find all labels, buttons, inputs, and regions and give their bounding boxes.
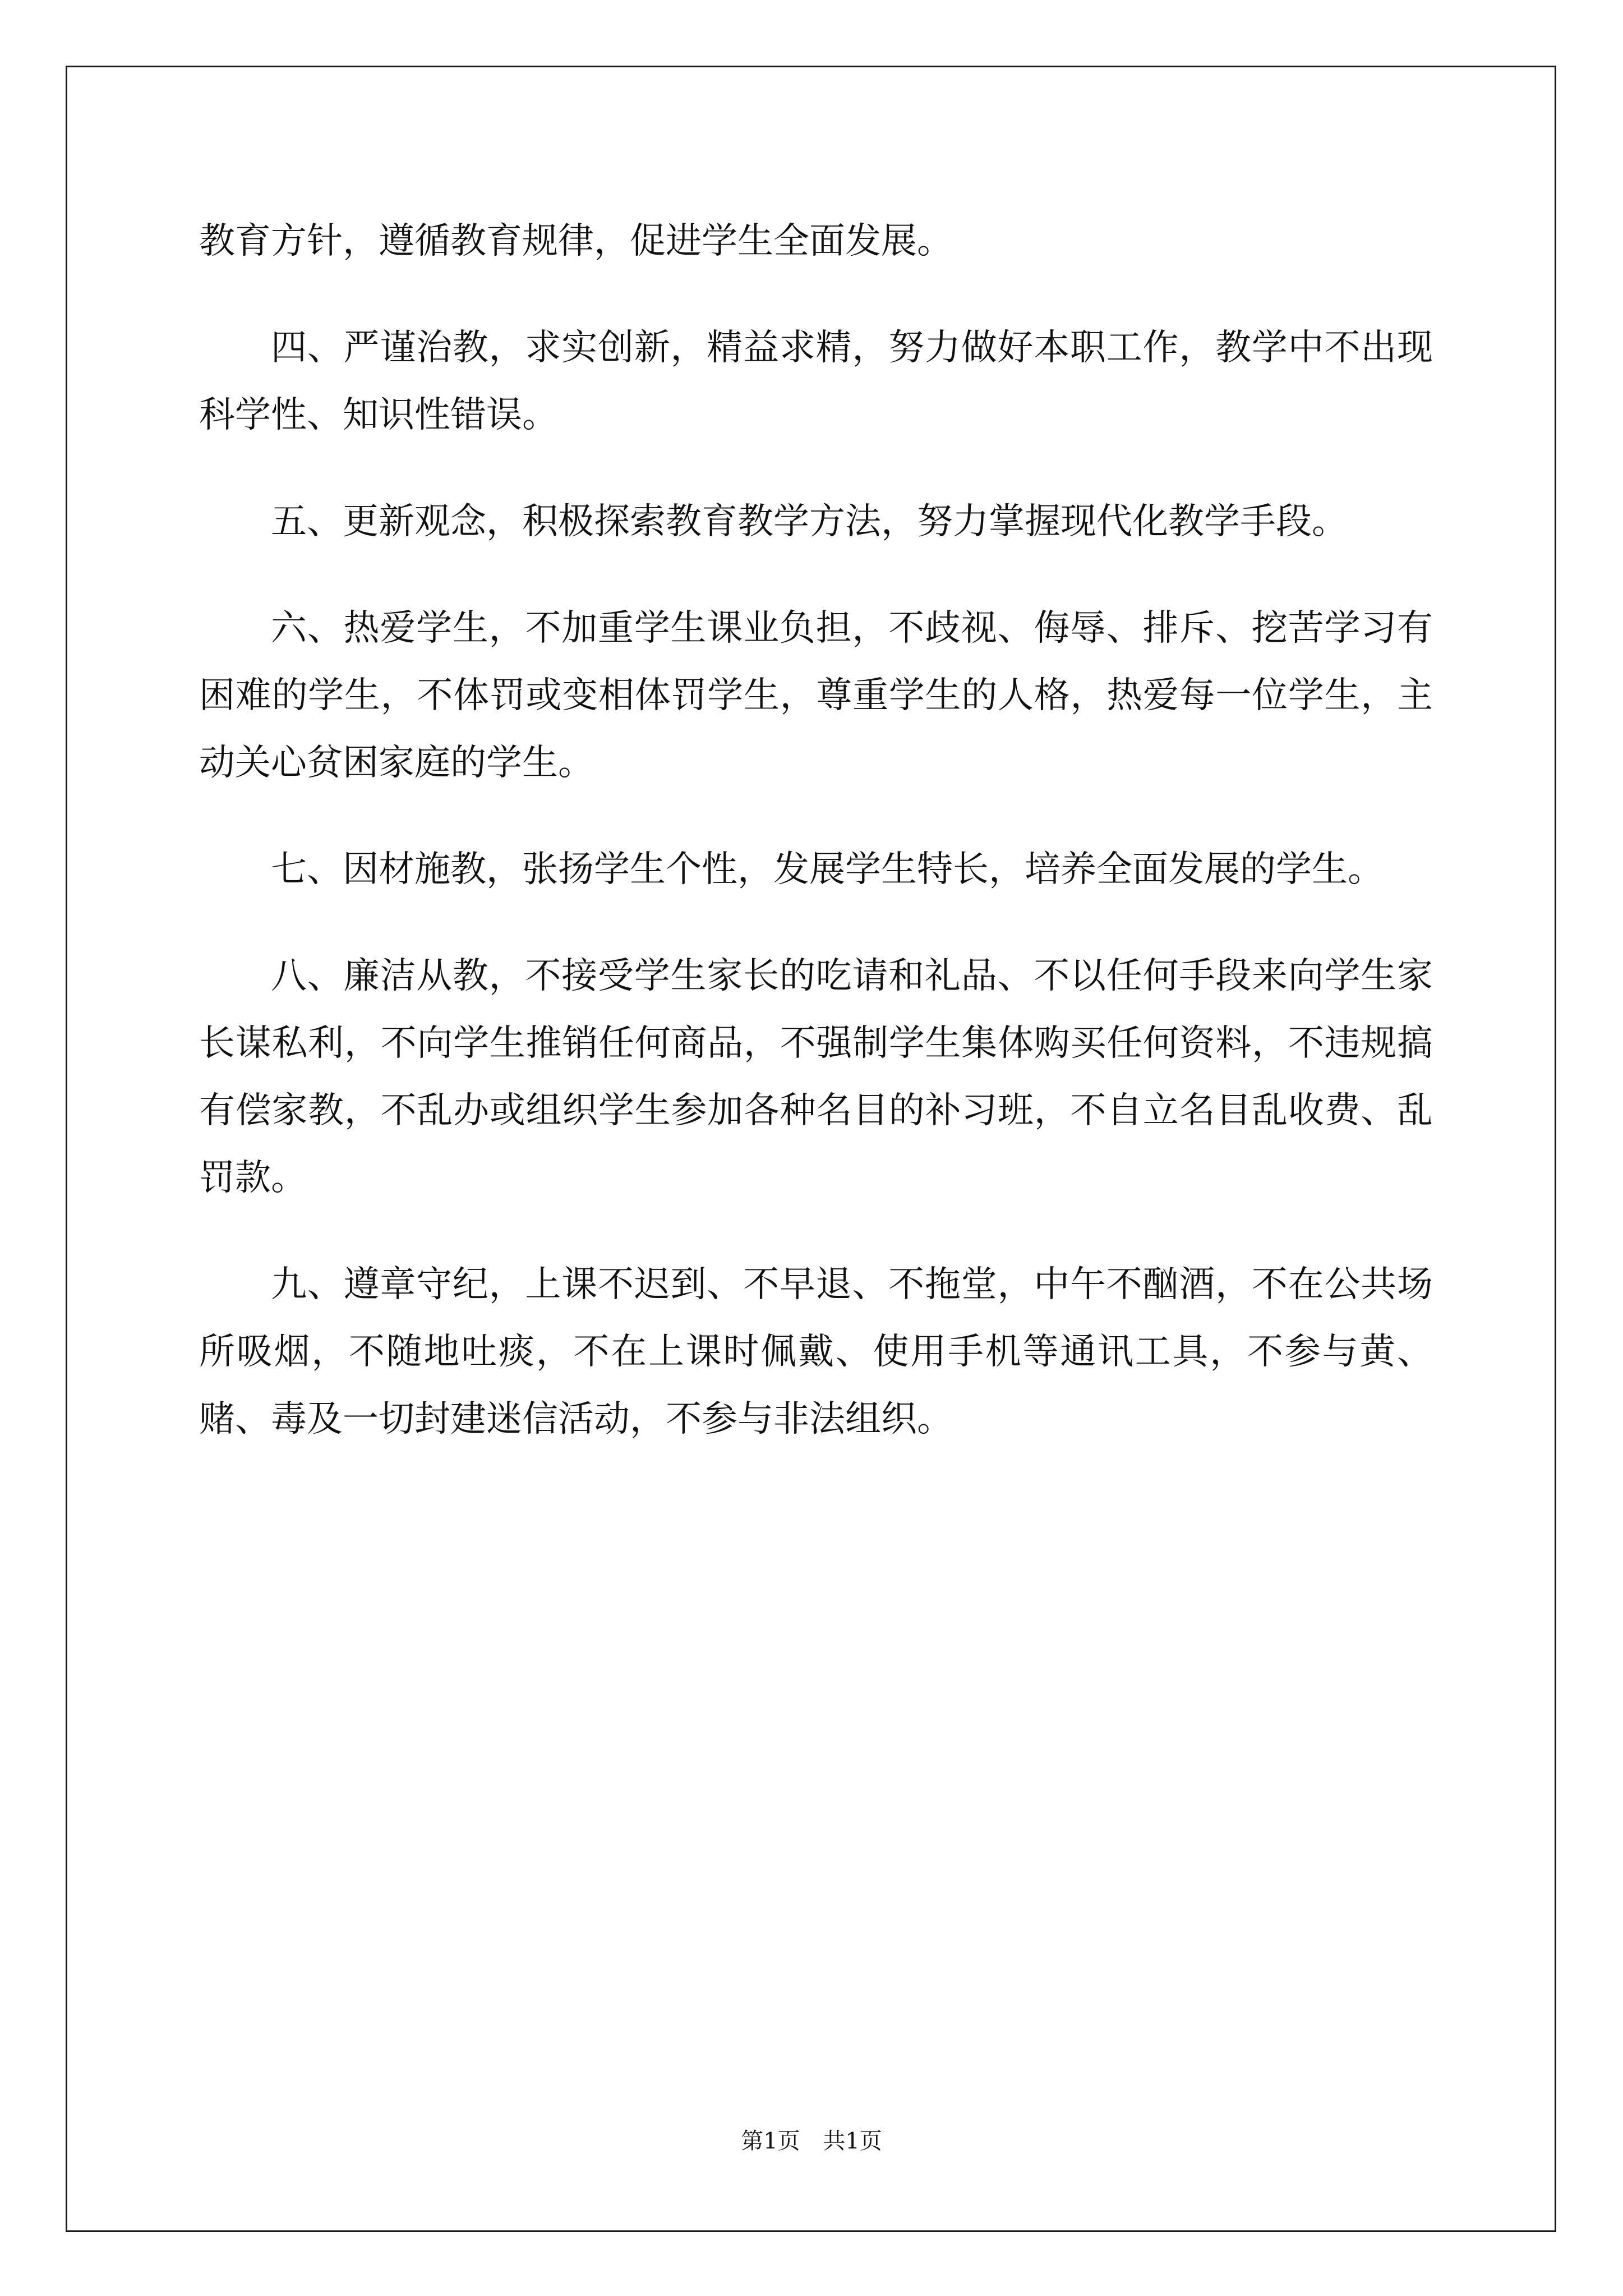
page-footer [0,2123,1623,2155]
page-number: 第1页 [741,2128,800,2154]
page-total: 共1页 [823,2128,882,2154]
paragraph: 四、严谨治教，求实创新，精益求精，努力做好本职工作，教学中不出现科学性、知识性错误。 [199,327,1433,436]
document-body [199,208,1433,1492]
paragraph: 教育方针，遵循教育规律，促进学生全面发展。 [199,220,953,262]
paragraph: 九、遵章守纪，上课不迟到、不早退、不拖堂，中午不酗酒，不在公共场所吸烟，不随地吐痰，不在上课时佩戴、使用手机等通讯工具，不参与黄、赌、毒及一切封建迷信活动，不参与非法组织。 [199,1264,1433,1440]
paragraph: 六、热爱学生，不加重学生课业负担，不歧视、侮辱、排斥、挖苦学习有困难的学生，不体罚或变相体罚学生，尊重学生的人格，热爱每一位学生，主动关心贫困家庭的学生。 [199,608,1433,784]
paragraph: 七、因材施教，张扬学生个性，发展学生特长，培养全面发展的学生。 [271,849,1384,890]
paragraph: 五、更新观念，积极探索教育教学方法，努力掌握现代化教学手段。 [271,501,1348,542]
paragraph: 八、廉洁从教，不接受学生家长的吃请和礼品、不以任何手段来向学生家长谋私利，不向学生推销任何商品，不强制学生集体购买任何资料，不违规搞有偿家教，不乱办或组织学生参加各种名目的补习班，不自立名目乱收费、乱罚款。 [199,955,1433,1199]
